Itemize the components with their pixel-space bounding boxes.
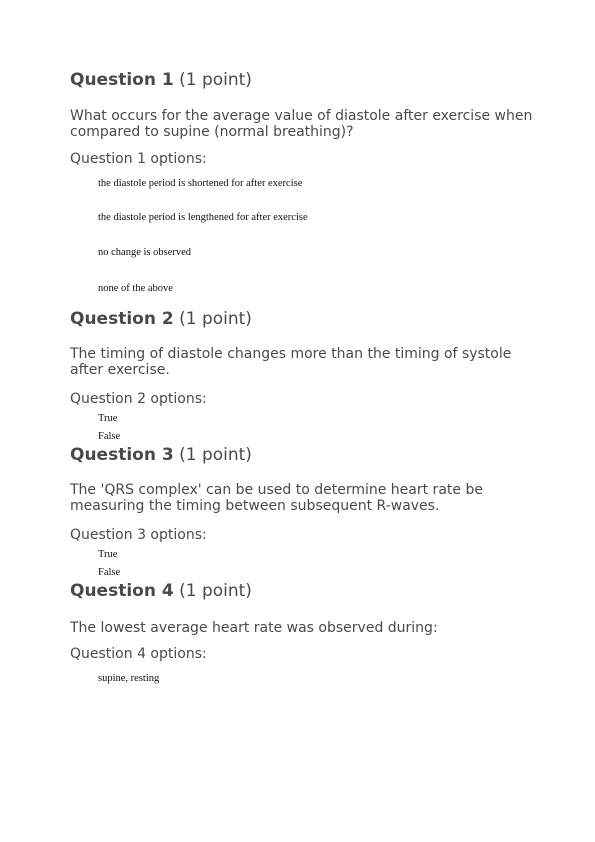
question-points: (1 point) — [179, 70, 252, 90]
question-1-options-label: Question 1 options: — [70, 151, 207, 167]
question-1-text: What occurs for the average value of diastole after exercise when compared to supine (normal breathing)? — [70, 108, 533, 140]
question-1-option-3[interactable]: no change is observed — [98, 247, 192, 258]
question-number: Question 3 — [70, 445, 174, 465]
question-points: (1 point) — [179, 445, 252, 465]
question-2-title — [70, 309, 252, 329]
question-4-title — [70, 581, 252, 601]
question-1-option-1[interactable]: the diastole period is shortened for after exercise — [98, 178, 303, 189]
question-4-text: The lowest average heart rate was observed during: — [70, 620, 438, 636]
question-points: (1 point) — [179, 309, 252, 329]
question-2-option-2[interactable]: False — [98, 431, 121, 442]
question-points: (1 point) — [179, 581, 252, 601]
question-4-option-1[interactable]: supine, resting — [98, 673, 160, 684]
question-2-option-1[interactable]: True — [98, 413, 118, 424]
question-1-option-2[interactable]: the diastole period is lengthened for after exercise — [98, 212, 308, 223]
question-2-text: The timing of diastole changes more than the timing of systole after exercise. — [70, 346, 512, 378]
question-3-option-1[interactable]: True — [98, 549, 118, 560]
question-4-options-label: Question 4 options: — [70, 646, 207, 662]
question-1-option-4[interactable]: none of the above — [98, 283, 173, 294]
question-3-option-2[interactable]: False — [98, 567, 121, 578]
question-number: Question 2 — [70, 309, 174, 329]
question-number: Question 1 — [70, 70, 174, 90]
question-3-options-label: Question 3 options: — [70, 527, 207, 543]
question-2-options-label: Question 2 options: — [70, 391, 207, 407]
question-1-title — [70, 70, 252, 90]
question-number: Question 4 — [70, 581, 174, 601]
question-3-title — [70, 445, 252, 465]
question-3-text: The 'QRS complex' can be used to determine heart rate be measuring the timing between subsequent R-waves. — [70, 482, 483, 514]
